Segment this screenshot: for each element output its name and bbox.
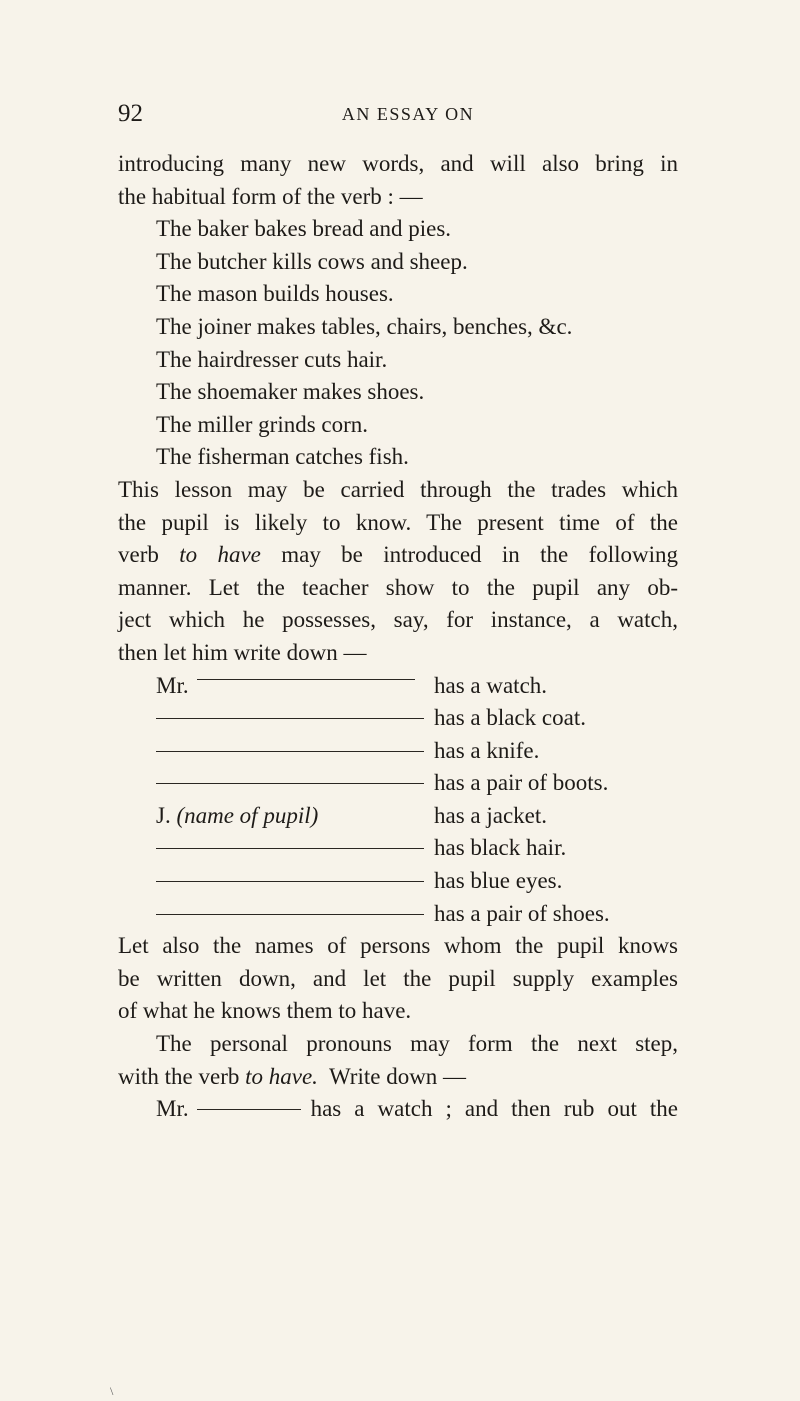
example-line: The baker bakes bread and pies. xyxy=(156,216,452,242)
example-line: The miller grinds corn. xyxy=(156,411,369,437)
example-line: The butcher kills cows and sheep. xyxy=(156,248,468,274)
list-item xyxy=(118,702,678,735)
list-item-text: has a pair of boots. xyxy=(434,770,609,796)
text-line: be written down, and let the pupil supply examples xyxy=(118,965,678,991)
list-item-text: has a knife. xyxy=(434,737,540,763)
text-fragment: has a watch ; and then rub out the xyxy=(310,1096,678,1122)
list-item-text: has a black coat. xyxy=(434,705,586,731)
blank-rule xyxy=(156,718,424,719)
blank-rule xyxy=(197,679,415,680)
example-line: The mason builds houses. xyxy=(156,281,394,307)
list-item-text: has a watch. xyxy=(434,672,548,698)
text-line: manner. Let the teacher show to the pupil any ob- xyxy=(118,574,678,600)
footer-mark: \ xyxy=(110,1384,114,1398)
text-line: introducing many new words, and will also bring in xyxy=(118,151,678,176)
italic-fragment: to have. xyxy=(245,1063,318,1089)
mr-label: Mr. xyxy=(156,1096,189,1122)
list-item-text: has a pair of shoes. xyxy=(434,900,610,926)
blank-rule xyxy=(156,751,424,752)
list-item-text: has a jacket. xyxy=(434,802,548,828)
text-fragment: Write down — xyxy=(329,1063,467,1089)
text-line: the pupil is likely to know. The present time of the xyxy=(118,509,678,535)
list-item xyxy=(118,735,678,768)
text-line xyxy=(118,539,678,572)
list-item xyxy=(118,865,678,898)
list-item xyxy=(118,800,678,833)
text-line xyxy=(118,1093,678,1126)
page-number: 92 xyxy=(118,100,143,127)
text-line: Let also the names of persons whom the pupil knows xyxy=(118,933,678,959)
example-line: The hairdresser cuts hair. xyxy=(156,346,388,372)
text-line: of what he knows them to have. xyxy=(118,998,412,1024)
text-line: This lesson may be carried through the trades which xyxy=(118,476,678,502)
mr-label: Mr. xyxy=(156,672,189,698)
text-line: the habitual form of the verb : — xyxy=(118,183,423,209)
example-line: The fisherman catches fish. xyxy=(156,444,409,470)
italic-fragment: to have xyxy=(179,542,261,568)
blank-rule xyxy=(197,1109,301,1110)
list-item xyxy=(118,898,678,931)
list-item xyxy=(118,832,678,865)
text-fragment: may be introduced in the following xyxy=(281,542,679,568)
text-line: ject which he possesses, say, for instance, a watch, xyxy=(118,607,678,633)
text-line: then let him write down — xyxy=(118,639,367,665)
blank-rule xyxy=(156,848,424,849)
example-line: The shoemaker makes shoes. xyxy=(156,379,425,405)
list-item xyxy=(118,670,678,703)
page-header xyxy=(118,100,678,130)
blank-rule xyxy=(156,881,424,882)
text-fragment: with the verb xyxy=(118,1063,240,1089)
list-item xyxy=(118,767,678,800)
j-label: J. xyxy=(156,802,171,828)
blank-rule xyxy=(156,914,424,915)
list-item-text: has black hair. xyxy=(434,835,567,861)
example-line: The joiner makes tables, chairs, benches, &c. xyxy=(156,313,573,339)
text-line xyxy=(118,1061,678,1094)
name-of-pupil-note: (name of pupil) xyxy=(176,802,319,828)
running-head: AN ESSAY ON xyxy=(341,104,475,124)
list-item-text: has blue eyes. xyxy=(434,868,563,894)
body-text xyxy=(118,148,678,1126)
text-fragment: verb xyxy=(118,542,159,568)
text-line: The personal pronouns may form the next step, xyxy=(156,1031,678,1057)
blank-rule xyxy=(156,783,424,784)
